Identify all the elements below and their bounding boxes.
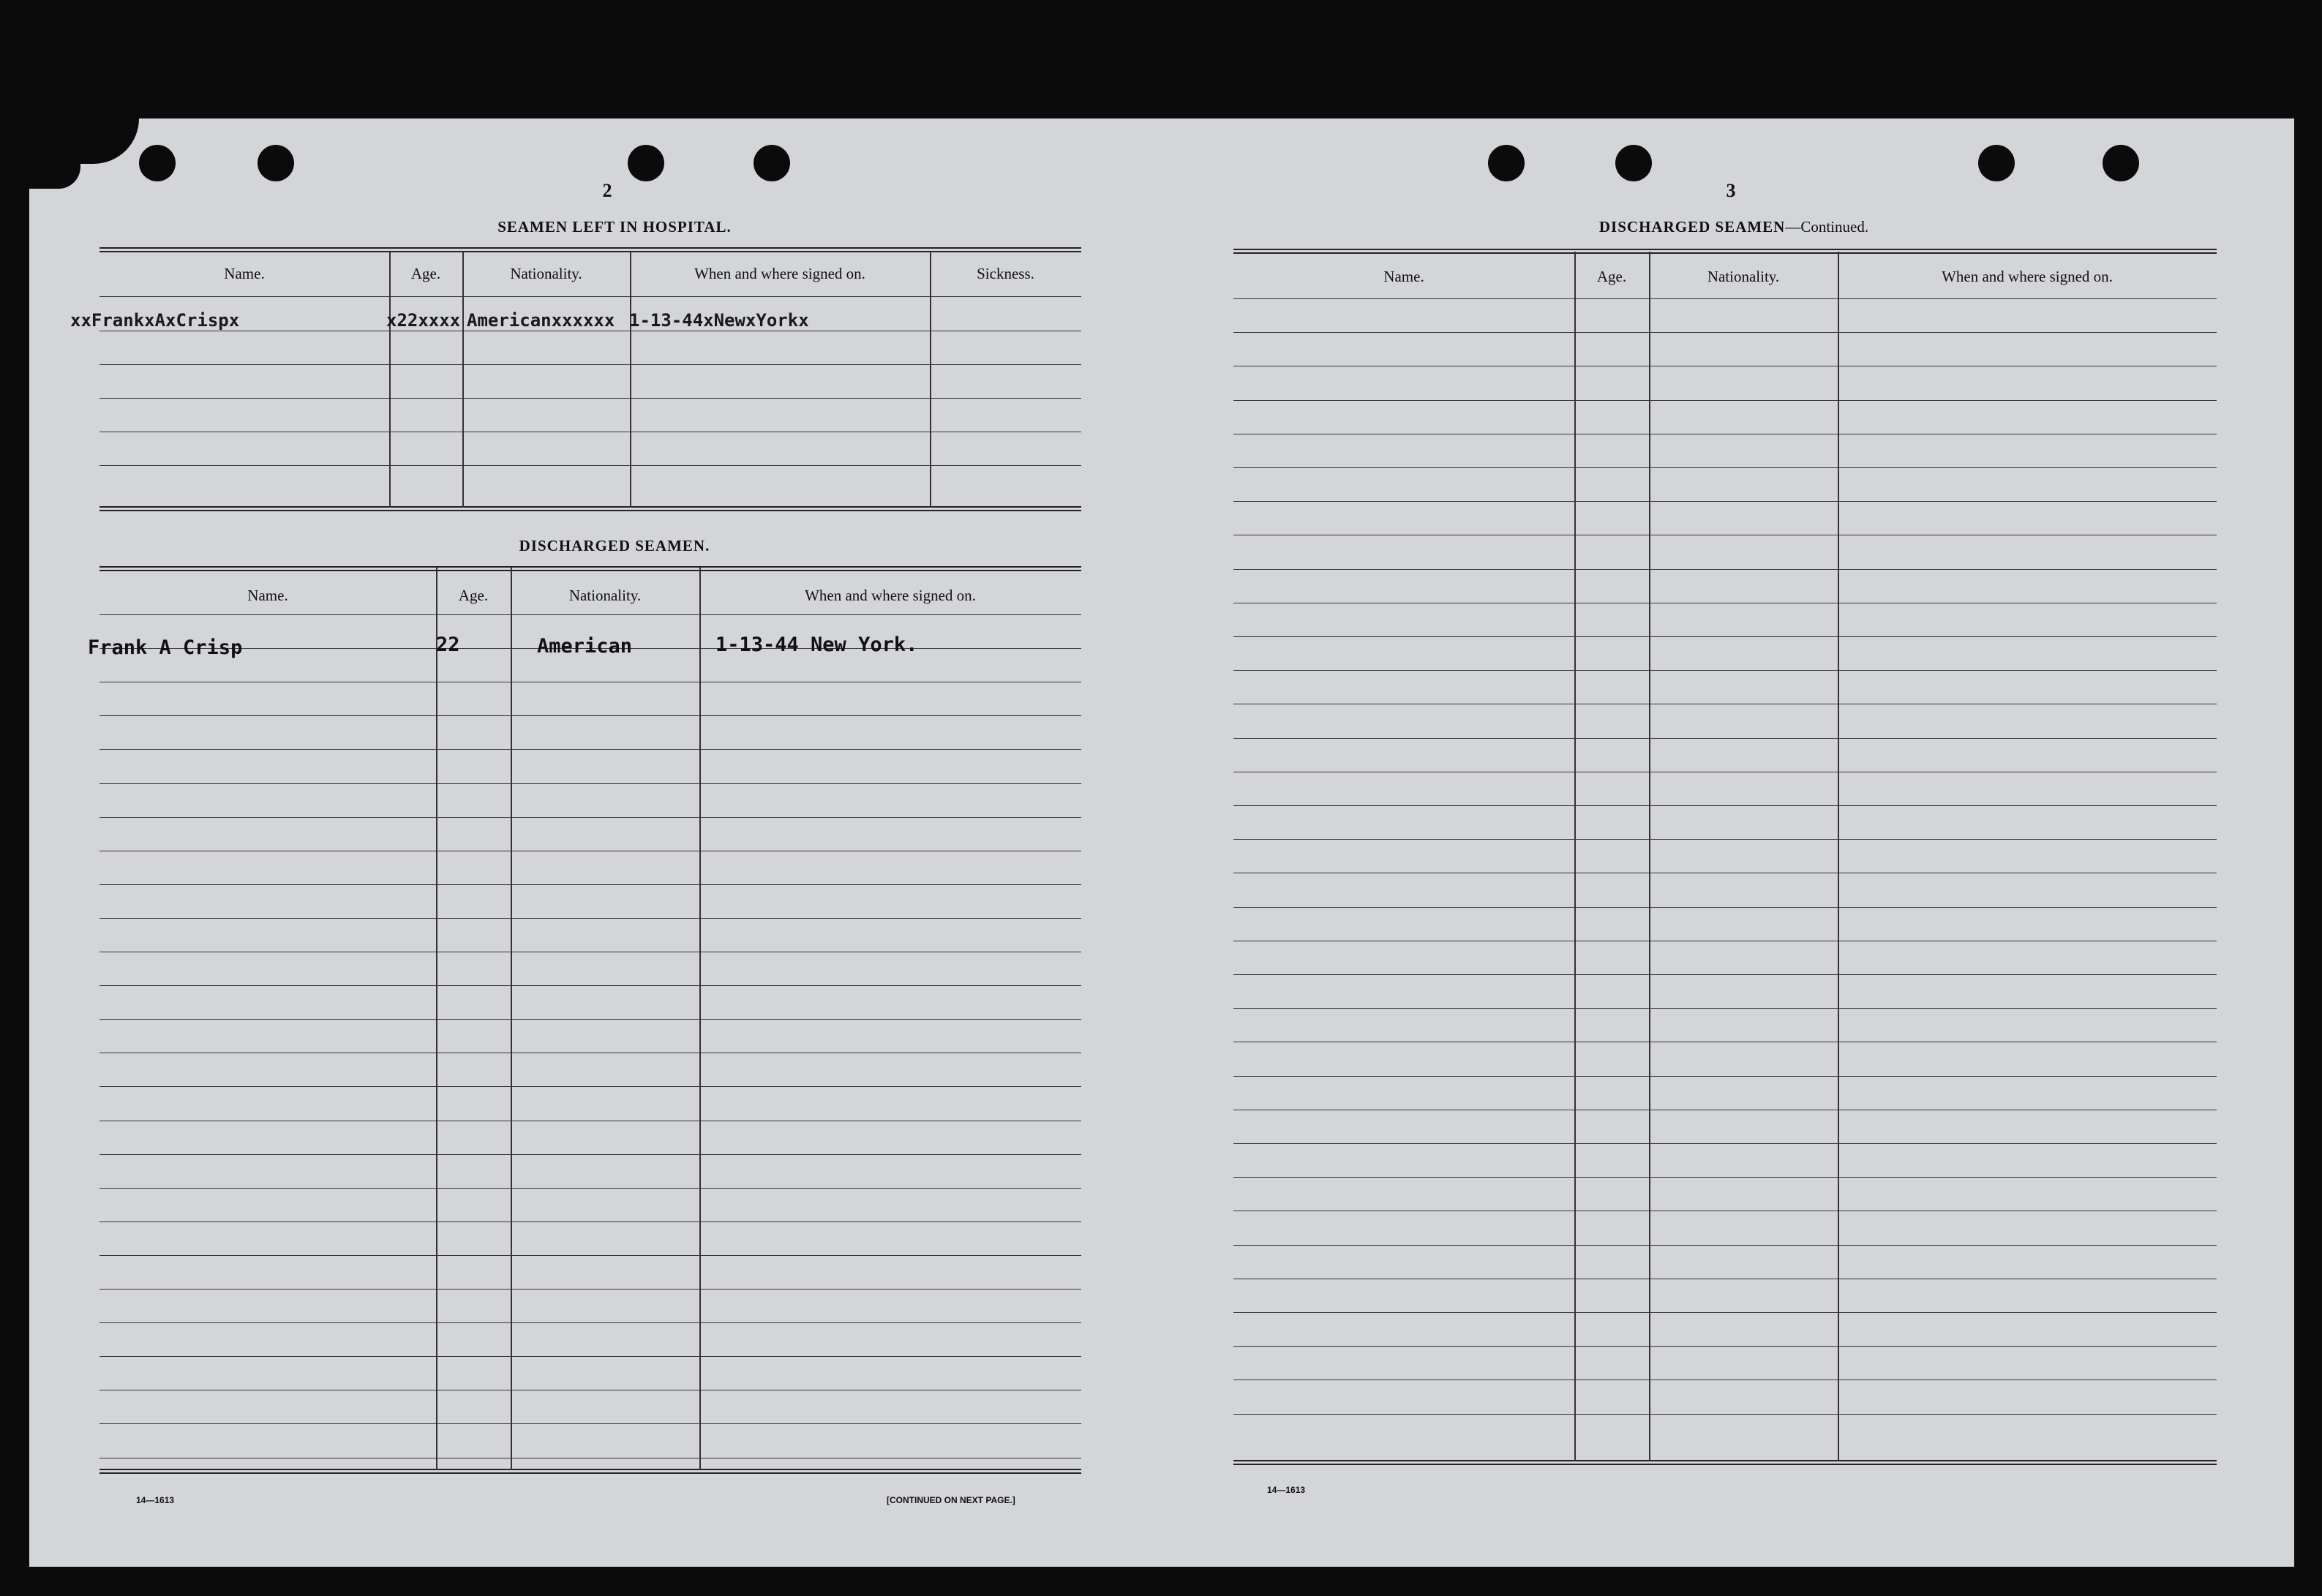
- discharged-header-age: Age.: [458, 587, 489, 604]
- right-header-signed-on: When and where signed on.: [1942, 268, 2113, 285]
- table-row-line: [1233, 467, 2217, 468]
- discharged-section-title: DISCHARGED SEAMEN.: [519, 537, 710, 554]
- table-column-divider: [1649, 252, 1650, 1461]
- hospital-col-divider: [630, 252, 631, 508]
- table-row-line: [99, 918, 1081, 919]
- table-column-divider: [1574, 252, 1576, 1461]
- table-row-line: [99, 1356, 1081, 1357]
- struck-age: x22xxxx: [386, 310, 461, 331]
- table-row-line: [1233, 805, 2217, 806]
- hospital-section-title: SEAMEN LEFT IN HOSPITAL.: [497, 218, 732, 236]
- right-title-suffix: —Continued.: [1785, 218, 1869, 236]
- hospital-col-divider: [930, 252, 931, 508]
- right-table-top-rule: [1233, 249, 2217, 254]
- table-row-line: [1233, 636, 2217, 637]
- table-bottom-rule: [1233, 1460, 2217, 1465]
- seaman-nationality: American: [537, 635, 633, 658]
- table-row-line: [1233, 1414, 2217, 1415]
- table-row-line: [99, 749, 1081, 750]
- seaman-signed-on: 1-13-44 New York.: [715, 633, 918, 656]
- table-row-line: [1233, 1245, 2217, 1246]
- table-row-line: [99, 715, 1081, 716]
- table-row-line: [1233, 670, 2217, 671]
- torn-corner: [29, 162, 80, 189]
- hospital-table-top-rule: [99, 247, 1081, 252]
- right-header-age: Age.: [1596, 268, 1627, 285]
- hospital-header-sickness: Sickness.: [977, 265, 1034, 282]
- seaman-name: Frank A Crisp: [88, 636, 243, 659]
- punch-hole: [1615, 145, 1652, 181]
- hospital-table-bottom-rule: [99, 506, 1081, 511]
- hospital-header-nationality: Nationality.: [510, 265, 582, 282]
- table-row-line: [1233, 501, 2217, 502]
- page-number-right: 3: [1726, 180, 1736, 201]
- table-row-line: [1233, 400, 2217, 401]
- table-row-line: [99, 1255, 1081, 1256]
- table-row-line: [99, 817, 1081, 818]
- struck-signed-on: 1-13-44xNewxYorkx: [629, 310, 809, 331]
- table-row-line: [1233, 298, 2217, 299]
- punch-hole: [258, 145, 294, 181]
- seaman-age: 22: [436, 633, 460, 656]
- hospital-row-line: [99, 364, 1081, 365]
- table-row-line: [1233, 1008, 2217, 1009]
- table-row-line: [99, 1322, 1081, 1323]
- table-row-line: [1233, 839, 2217, 840]
- hospital-col-divider: [462, 252, 464, 508]
- table-column-divider: [511, 568, 512, 1470]
- table-row-line: [1233, 332, 2217, 333]
- hospital-header-rule: [99, 296, 1081, 297]
- table-column-divider: [436, 568, 437, 1470]
- table-row-line: [99, 614, 1081, 615]
- table-row-line: [1233, 1312, 2217, 1313]
- hospital-col-divider: [389, 252, 391, 508]
- continued-note: [CONTINUED ON NEXT PAGE.]: [887, 1495, 1015, 1505]
- discharged-header-signed-on: When and where signed on.: [805, 587, 976, 604]
- table-row-line: [99, 985, 1081, 986]
- hospital-header-signed-on: When and where signed on.: [694, 265, 865, 282]
- table-row-line: [99, 1086, 1081, 1087]
- table-row-line: [1233, 569, 2217, 570]
- discharged-header-nationality: Nationality.: [568, 587, 642, 604]
- hospital-row-line: [99, 398, 1081, 399]
- table-row-line: [1233, 1076, 2217, 1077]
- table-row-line: [1233, 907, 2217, 908]
- table-row-line: [99, 1289, 1081, 1290]
- page-number-left: 2: [602, 180, 612, 201]
- table-row-line: [1233, 1346, 2217, 1347]
- table-row-line: [99, 1154, 1081, 1155]
- table-row-line: [1233, 1379, 2217, 1380]
- table-row-line: [99, 884, 1081, 885]
- table-column-divider: [1838, 252, 1839, 1461]
- hospital-row-line: [99, 465, 1081, 466]
- punch-hole: [139, 145, 176, 181]
- table-row-line: [1233, 738, 2217, 739]
- table-bottom-rule: [99, 1469, 1081, 1474]
- right-title-main: DISCHARGED SEAMEN: [1598, 218, 1786, 236]
- right-header-nationality: Nationality.: [1707, 268, 1780, 285]
- form-number-left: 14—1613: [136, 1495, 175, 1505]
- table-column-divider: [699, 568, 701, 1470]
- punch-hole: [628, 145, 664, 181]
- discharged-header-name: Name.: [247, 587, 288, 604]
- table-row-line: [1233, 1143, 2217, 1144]
- hospital-header-name: Name.: [224, 265, 265, 282]
- discharged-table-top-rule: [99, 566, 1081, 571]
- struck-nationality: Americanxxxxxx: [467, 310, 615, 331]
- table-row-line: [99, 1423, 1081, 1424]
- punch-hole: [1488, 145, 1525, 181]
- form-number-right: 14—1613: [1267, 1485, 1306, 1495]
- torn-corner: [29, 118, 139, 164]
- table-row-line: [1233, 1177, 2217, 1178]
- table-row-line: [99, 783, 1081, 784]
- struck-name: xxFrankxAxCrispx: [70, 310, 240, 331]
- document-sheet: [29, 118, 2294, 1567]
- punch-hole: [1978, 145, 2015, 181]
- table-row-line: [99, 1188, 1081, 1189]
- hospital-header-age: Age.: [410, 265, 441, 282]
- table-row-line: [99, 1019, 1081, 1020]
- punch-hole: [754, 145, 790, 181]
- right-section-title: [1434, 218, 2034, 236]
- right-header-name: Name.: [1383, 268, 1424, 285]
- table-row-line: [1233, 974, 2217, 975]
- punch-hole: [2103, 145, 2139, 181]
